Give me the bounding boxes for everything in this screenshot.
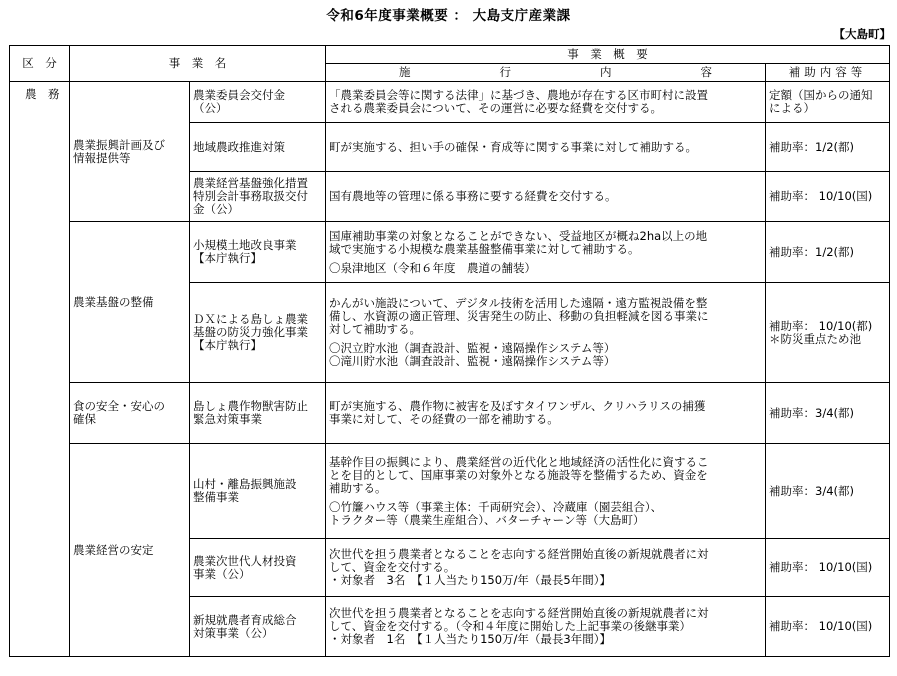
table-row — [10, 222, 890, 283]
project-details: かんがい施設について、デジタル技術を活用した遠隔・遠方監視設備を整 備し、水資源の適正管理、災害発生の防止、移動の負担軽減を図る事業に 対して補助する。 — [329, 296, 709, 336]
project-name: 小規模土地改良事業 【本庁執行】 — [193, 238, 297, 265]
subsidy-cell — [766, 539, 890, 597]
header-details-char: 行 — [499, 65, 511, 79]
details-cell — [326, 123, 766, 172]
project-name-cell — [190, 123, 326, 172]
group-label: 農業基盤の整備 — [73, 294, 154, 309]
header-details-char: 容 — [700, 65, 712, 79]
subsidy-cell — [766, 222, 890, 283]
header-details-char: 内 — [600, 65, 612, 79]
project-details: 国有農地等の管理に係る事務に要する経費を交付する。 — [329, 189, 617, 203]
header-subsidy-label: 補助内容等 — [788, 65, 867, 79]
subsidy-value: 補助率：1/2(都) — [769, 139, 854, 154]
subsidy-cell — [766, 383, 890, 444]
header-overview — [326, 46, 890, 64]
project-name-cell — [190, 283, 326, 383]
subsidy-cell — [766, 444, 890, 539]
subsidy-value: 補助率：1/2(都) — [769, 244, 854, 259]
project-name: 山村・離島振興施設 整備事業 — [193, 477, 297, 504]
project-name-cell — [190, 222, 326, 283]
group-label: 農業経営の安定 — [73, 542, 154, 557]
project-details-items: 〇沢立貯水池（調査設計、監視・遠隔操作システム等） 〇滝川貯水池（調査設計、監視・遠隔操作システム等） — [329, 341, 616, 368]
group-label: 農業振興計画及び 情報提供等 — [73, 137, 165, 165]
subsidy-value: 補助率： 10/10(国) — [769, 560, 873, 574]
page-title: 令和6年度事業概要 ： 大島支庁産業課 — [326, 8, 571, 24]
header-overview-label: 事 業 概 要 — [567, 47, 648, 61]
category-cell — [10, 82, 70, 657]
group-cell — [70, 222, 190, 383]
details-cell — [326, 539, 766, 597]
details-cell — [326, 222, 766, 283]
project-details: 次世代を担う農業者となることを志向する経営開始直後の新規就農者に対 して、資金を交付する。 ・対象者 3名 【１人当たり150万/年（最長5年間）】 — [329, 547, 709, 587]
details-cell — [326, 383, 766, 444]
table-row — [10, 444, 890, 539]
municipality-label: 【大島町】 — [833, 27, 891, 41]
project-details: 町が実施する、担い手の確保・育成等に関する事業に対して補助する。 — [329, 139, 697, 154]
group-cell — [70, 444, 190, 657]
project-name: 農業委員会交付金 （公） — [193, 88, 285, 115]
details-cell — [326, 283, 766, 383]
subsidy-cell — [766, 283, 890, 383]
project-name-cell — [190, 172, 326, 222]
subsidy-cell — [766, 82, 890, 123]
header-category — [10, 46, 70, 82]
project-name: 農業次世代人材投資 事業（公） — [193, 553, 297, 581]
details-cell — [326, 172, 766, 222]
table-row — [10, 82, 890, 123]
project-name-cell — [190, 539, 326, 597]
subsidy-cell — [766, 123, 890, 172]
header-subsidy — [766, 64, 890, 82]
table-row — [10, 383, 890, 444]
project-name-cell — [190, 444, 326, 539]
project-details: 「農業委員会等に関する法律」に基づき、農地が存在する区市町村に設置 される農業委員会について、その運営に必要な経費を交付する。 — [329, 88, 709, 115]
subsidy-value: 補助率：3/4(都) — [769, 405, 854, 420]
project-name: 地域農政推進対策 — [193, 139, 285, 154]
project-name-cell — [190, 597, 326, 657]
subsidy-value: 補助率： 10/10(国) — [769, 619, 873, 633]
project-overview-table — [9, 45, 890, 657]
header-project-name — [70, 46, 326, 82]
header-details-char: 施 — [399, 65, 411, 79]
subsidy-value: 補助率：3/4(都) — [769, 483, 854, 498]
project-details: 国庫補助事業の対象となることができない、受益地区が概ね2ha以上の地 域で実施する小規模な農業基盤整備事業に対して補助する。 — [329, 228, 708, 256]
category-label: 農 務 — [25, 87, 60, 101]
subsidy-cell — [766, 597, 890, 657]
header-details — [326, 64, 766, 82]
details-cell — [326, 597, 766, 657]
group-cell — [70, 82, 190, 222]
project-details-items: 〇竹簾ハウス等（事業主体：千両研究会）、冷蔵庫（園芸組合）、 トラクター等（農業生産組合）、バターチャーン等（大島町） — [329, 499, 663, 527]
project-name-cell — [190, 383, 326, 444]
project-details-items: 〇泉津地区（令和６年度 農道の舗装） — [329, 260, 536, 275]
project-name: 島しょ農作物獣害防止 緊急対策事業 — [193, 399, 308, 426]
project-name: 農業経営基盤強化措置 特別会計事務取扱交付 金（公） — [193, 176, 308, 216]
group-cell — [70, 383, 190, 444]
header-project-name-label: 事 業 名 — [168, 56, 227, 70]
details-cell — [326, 444, 766, 539]
project-details: 基幹作目の振興により、農業経営の近代化と地域経済の活性化に資するこ とを目的として、国庫事業の対象外となる施設等を整備するため、資金を 補助する。 — [329, 454, 709, 495]
header-row-1 — [10, 46, 890, 64]
project-name-cell — [190, 82, 326, 123]
project-name: 新規就農者育成総合 対策事業（公） — [193, 612, 297, 640]
subsidy-value: 補助率： 10/10(都) ＊防災重点ため池 — [769, 318, 873, 346]
subsidy-cell — [766, 172, 890, 222]
project-name: ＤＸによる島しょ農業 基盤の防災力強化事業 【本庁執行】 — [193, 312, 308, 352]
header-category-label: 区 分 — [22, 56, 57, 70]
project-details: 次世代を担う農業者となることを志向する経営開始直後の新規就農者に対 して、資金を交付する。（令和４年度に開始した上記事業の後継事業） ・対象者 1名 【１人当たり150万/年（最長3年間）】 — [329, 606, 709, 646]
subsidy-value: 補助率： 10/10(国) — [769, 189, 873, 203]
group-label: 食の安全・安心の 確保 — [73, 399, 165, 426]
details-cell — [326, 82, 766, 123]
project-details: 町が実施する、農作物に被害を及ぼすタイワンザル、クリハラリスの捕獲 事業に対して、その経費の一部を補助する。 — [329, 399, 706, 426]
subsidy-value: 定額（国からの通知 による） — [769, 88, 873, 115]
